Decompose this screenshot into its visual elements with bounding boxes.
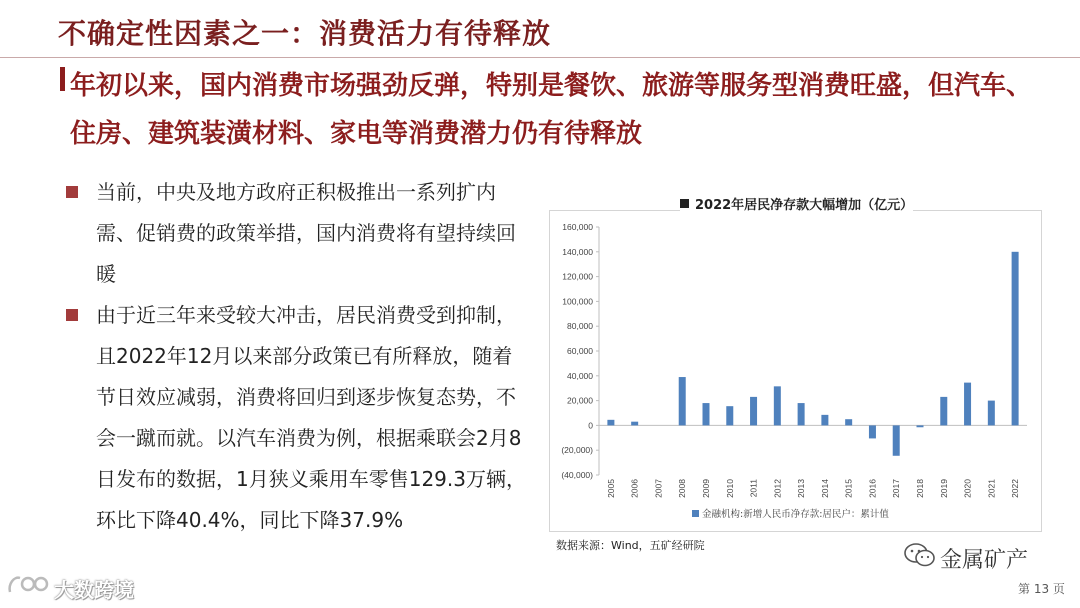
bullet-square-icon: [66, 309, 78, 321]
y-tick-label: 120,000: [562, 271, 593, 282]
x-tick-label: 2007: [653, 479, 664, 498]
wechat-account-name: 金属矿产: [940, 548, 1029, 573]
x-tick-label: 2012: [772, 479, 783, 498]
y-tick-label: 140,000: [562, 246, 593, 257]
bar-2020: [964, 383, 971, 426]
slide-headline: 年初以来，国内消费市场强劲反弹，特别是餐饮、旅游等服务型消费旺盛，但汽车、住房、建筑装潢材料、家电等消费潜力仍有待释放: [70, 71, 1033, 149]
bar-2021: [988, 401, 995, 426]
y-tick-label: (20,000): [561, 445, 593, 456]
y-tick-label: 40,000: [567, 370, 593, 381]
bar-2012: [774, 386, 781, 425]
x-tick-label: 2016: [867, 479, 878, 498]
y-tick-label: (40,000): [561, 470, 593, 480]
x-tick-label: 2006: [629, 479, 640, 498]
watermark-text: 大数跨境: [54, 578, 134, 602]
bullet-text: 由于近三年来受较大冲击，居民消费受到抑制，且2022年12月以来部分政策已有所释放，随着节日效应减弱，消费将回归到逐步恢复态势，不会一蹴而就。以汽车消费为例，根据乘联会2月8日发布的数据，1月狭义乘用车零售129.3万辆，环比下降40.4%，同比下降37.9%: [96, 303, 526, 532]
legend-swatch: [692, 510, 699, 517]
y-tick-label: 160,000: [562, 222, 593, 232]
bar-2014: [821, 415, 828, 426]
bar-2009: [703, 403, 710, 425]
chart-title-row: [680, 192, 913, 214]
headline-accent-bar: [60, 67, 65, 91]
x-tick-label: 2022: [1010, 479, 1021, 498]
bar-2013: [798, 403, 805, 425]
bullet-list: [66, 172, 536, 541]
chart-title: 2022年居民净存款大幅增加（亿元）: [695, 197, 914, 213]
y-tick-label: 20,000: [567, 395, 593, 406]
x-tick-label: 2018: [915, 479, 925, 498]
bar-2019: [940, 397, 947, 426]
bullet-item: [66, 172, 536, 295]
y-tick-label: 80,000: [567, 321, 593, 332]
wechat-icon: [903, 542, 937, 568]
x-tick-label: 2008: [677, 479, 688, 498]
slide-title: 不确定性因素之一：消费活力有待释放: [58, 17, 552, 50]
watermark-logo-icon: [6, 572, 50, 598]
bar-2022: [1012, 252, 1019, 426]
page-number: 第 13 页: [1018, 582, 1065, 596]
bar-2016: [869, 425, 876, 438]
x-tick-label: 2019: [938, 479, 949, 498]
bar-2008: [679, 377, 686, 425]
bullet-item: [66, 295, 536, 541]
legend-label: 金融机构:新增人民币净存款:居民户：累计值: [702, 509, 889, 520]
x-tick-label: 2021: [986, 479, 997, 498]
x-tick-label: 2013: [796, 479, 807, 498]
chart-title-marker-icon: [680, 199, 689, 208]
x-tick-label: 2010: [724, 479, 735, 498]
x-tick-label: 2011: [748, 479, 759, 498]
bullet-square-icon: [66, 186, 78, 198]
y-tick-label: 100,000: [562, 296, 593, 307]
bar-2010: [726, 406, 733, 425]
x-tick-label: 2005: [605, 479, 616, 498]
y-tick-label: 0: [588, 420, 593, 431]
x-tick-label: 2020: [962, 479, 973, 498]
data-source-note: 数据来源：Wind，五矿经研院: [556, 539, 705, 552]
bar-2005: [607, 420, 614, 426]
x-tick-label: 2015: [843, 479, 854, 498]
x-tick-label: 2017: [891, 479, 902, 498]
bar-2006: [631, 422, 638, 426]
bar-2015: [845, 419, 852, 425]
title-divider: [0, 57, 1080, 58]
bar-2011: [750, 397, 757, 426]
bar-2017: [893, 425, 900, 455]
y-tick-label: 60,000: [567, 346, 593, 356]
bar-2018: [917, 425, 924, 427]
deposit-bar-chart: [549, 210, 1042, 532]
bullet-text: 当前，中央及地方政府正积极推出一系列扩内需、促销费的政策举措，国内消费将有望持续回暖: [96, 180, 516, 286]
x-tick-label: 2009: [701, 479, 711, 498]
x-tick-label: 2014: [819, 479, 830, 498]
